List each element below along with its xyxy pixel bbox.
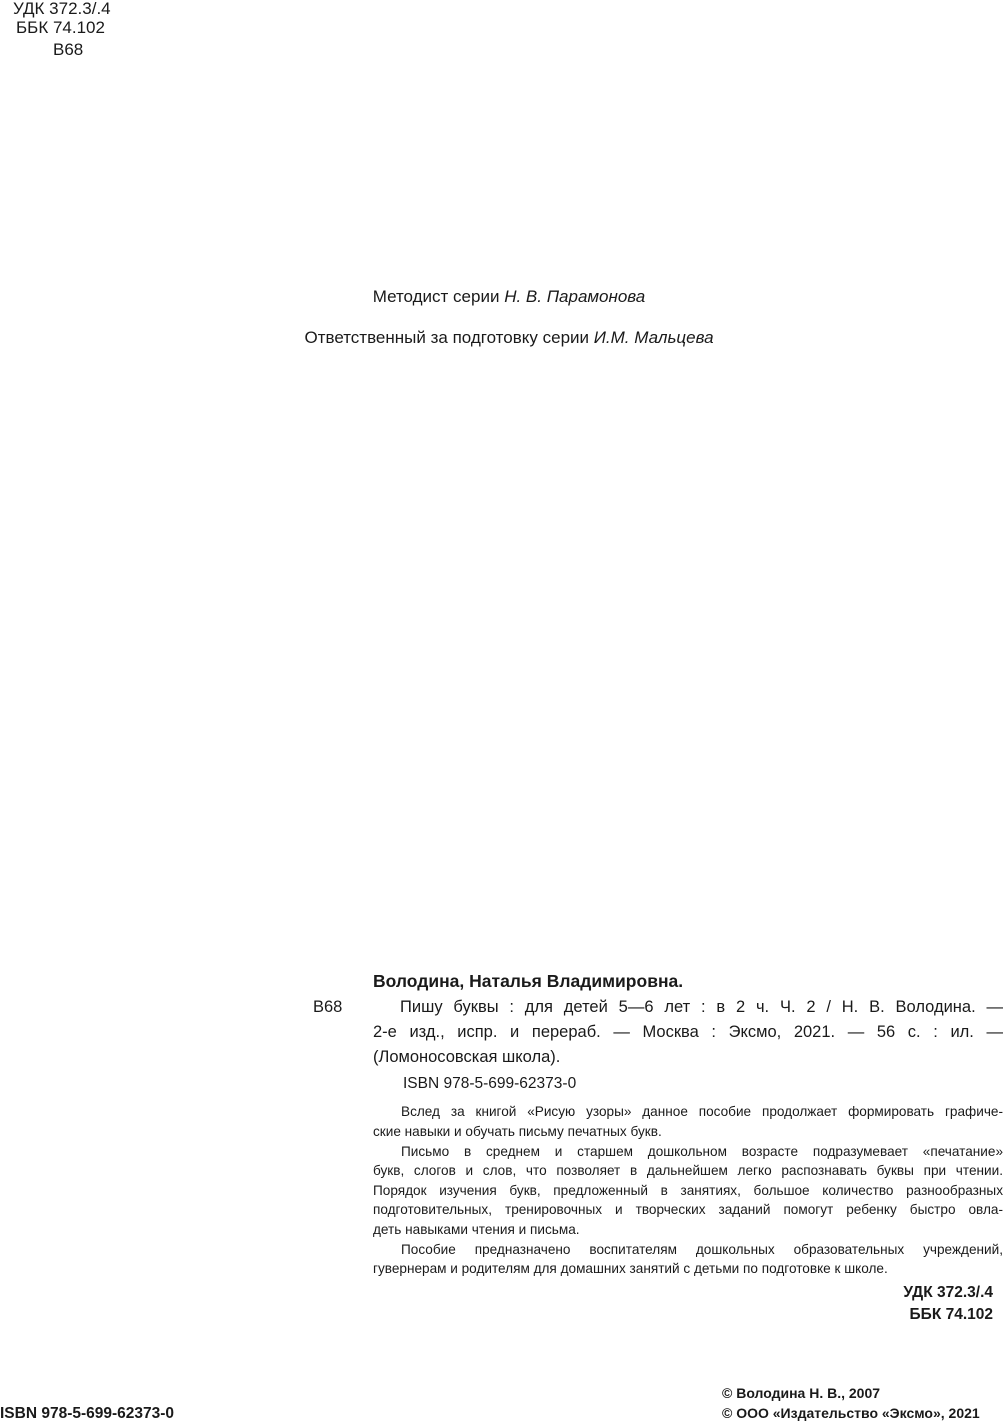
udk-code-bottom: УДК 372.3/.4 — [903, 1284, 993, 1301]
abstract-line: ские навыки и обучать письму печатных букв. — [373, 1124, 662, 1139]
author-mark: В68 — [313, 998, 343, 1016]
isbn-line: ISBN 978-5-699-62373-0 — [403, 1075, 577, 1092]
responsible-label: Ответственный за подготовку серии — [304, 328, 590, 347]
bib-line-2: 2-е изд., испр. и перераб. — Москва : Эксмо, 2021. — 56 с. : ил. — — [373, 1023, 1003, 1041]
abstract-line: деть навыками чтения и письма. — [373, 1222, 580, 1237]
methodist-credit — [0, 288, 1008, 305]
author-heading: Володина, Наталья Владимировна. — [373, 971, 684, 991]
abstract-line: Пособие предназначено воспитателям дошкольных образовательных учреждений, — [401, 1242, 1003, 1257]
abstract-line: букв, слогов и слов, что позволяет в дальнейшем легко распознавать буквы при чтении. — [373, 1163, 1003, 1178]
responsible-name: И.М. Мальцева — [593, 328, 714, 347]
abstract-line: Вслед за книгой «Рисую узоры» данное пособие продолжает формировать графиче- — [401, 1104, 1003, 1119]
udk-code-top: УДК 372.3/.4 — [13, 0, 111, 18]
methodist-name: Н. В. Парамонова — [504, 287, 646, 306]
bib-line-3: (Ломоносовская школа). — [373, 1048, 561, 1066]
abstract-line: Письмо в среднем и старшем дошкольном возрасте подразумевает «печатание» — [401, 1144, 1003, 1159]
abstract-line: гувернерам и родителям для домашних занятий с детьми по подготовке к школе. — [373, 1261, 888, 1276]
responsible-credit — [0, 329, 1008, 346]
bib-line-1: Пишу буквы : для детей 5—6 лет : в 2 ч. Ч. 2 / Н. В. Володина. — — [400, 998, 1003, 1016]
bbk-code-top: ББК 74.102 — [16, 18, 105, 37]
copyright-author: © Володина Н. В., 2007 — [722, 1385, 881, 1401]
abstract-line: Порядок изучения букв, предложенный в занятиях, большое количество разнообразных — [373, 1183, 1003, 1198]
footer-isbn: ISBN 978-5-699-62373-0 — [0, 1405, 175, 1422]
abstract-line: подготовительных, тренировочных и творческих заданий помогут ребенку быстро овла- — [373, 1202, 1003, 1217]
bbk-code-bottom: ББК 74.102 — [909, 1306, 993, 1323]
methodist-label: Методист серии — [372, 287, 500, 306]
author-mark-top: В68 — [53, 40, 84, 59]
copyright-publisher: © ООО «Издательство «Эксмо», 2021 — [722, 1405, 980, 1421]
